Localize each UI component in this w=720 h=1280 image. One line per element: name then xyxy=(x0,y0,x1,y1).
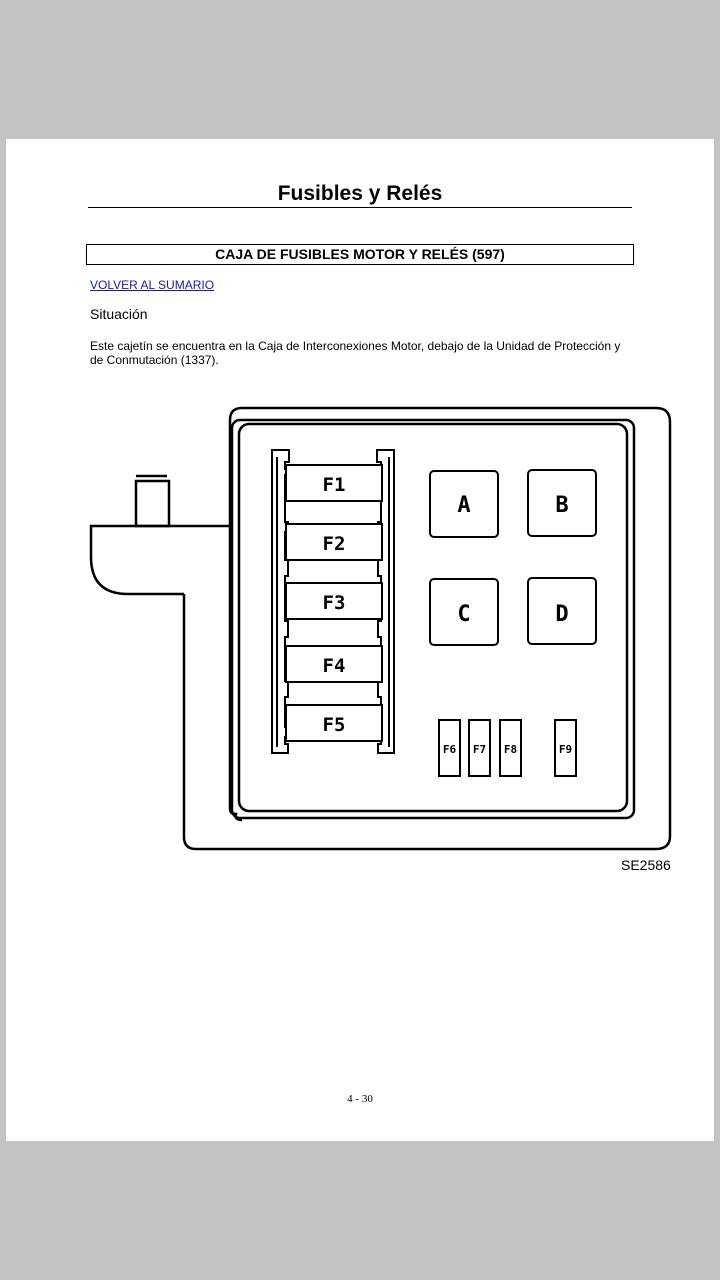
fuse-F8-label: F8 xyxy=(503,743,518,756)
relay-B-label: B xyxy=(555,493,569,518)
back-to-summary-link[interactable]: VOLVER AL SUMARIO xyxy=(90,278,215,292)
housing-right xyxy=(184,408,670,849)
relay-C-label: C xyxy=(457,602,471,627)
fuse-F2-label: F2 xyxy=(322,533,346,555)
relay-A-label: A xyxy=(457,493,471,518)
page-number: 4 - 30 xyxy=(347,1093,373,1105)
fuse-F9-label: F9 xyxy=(558,743,573,756)
fuse-F1-label: F1 xyxy=(322,474,346,496)
mounting-tab xyxy=(91,526,230,594)
fuse-F5-label: F5 xyxy=(322,714,346,736)
document-page xyxy=(6,139,714,1141)
diagram-reference: SE2586 xyxy=(621,857,671,873)
fuse-F4-label: F4 xyxy=(322,655,346,677)
fuse-F7-label: F7 xyxy=(472,743,487,756)
fuse-F6-label: F6 xyxy=(442,743,457,756)
fuse-F3-label: F3 xyxy=(322,592,346,614)
section-title-box: CAJA DE FUSIBLES MOTOR Y RELÉS (597) xyxy=(86,244,634,265)
situation-heading: Situación xyxy=(90,306,148,322)
fuse-box-diagram xyxy=(6,139,714,899)
relay-D-label: D xyxy=(555,602,569,627)
page-title: Fusibles y Relés xyxy=(277,182,443,205)
location-description: Este cajetín se encuentra en la Caja de Interconexiones Motor, debajo de la Unidad de Protección y de Conmutación (1337). xyxy=(90,339,621,367)
tab-post xyxy=(136,481,169,526)
